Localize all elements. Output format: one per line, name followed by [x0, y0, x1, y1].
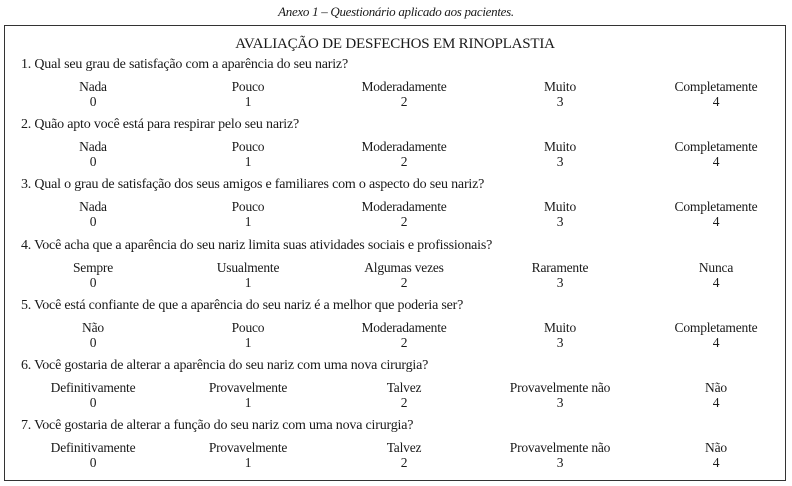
option-label: Pouco [231, 79, 265, 94]
answer-option[interactable] [641, 440, 791, 470]
option-score: 1 [244, 274, 252, 290]
answer-option[interactable] [485, 380, 635, 410]
option-label: Muito [543, 319, 576, 335]
question-text: 4. Você acha que a aparência do seu nariz limita suas atividades sociais e profissionais? [21, 237, 493, 253]
question-2 [21, 117, 781, 175]
option-score: 2 [400, 94, 408, 109]
option-label: Talvez [386, 440, 422, 456]
answer-option[interactable] [173, 199, 323, 229]
option-score: 0 [89, 94, 97, 109]
option-label: Usualmente [216, 259, 280, 275]
option-label: Definitivamente [50, 380, 136, 395]
answer-option[interactable] [485, 199, 635, 229]
answer-option[interactable] [18, 199, 168, 229]
option-score: 3 [556, 334, 564, 350]
option-label: Completamente [674, 79, 758, 94]
option-label: Nada [79, 139, 107, 155]
option-label: Definitivamente [50, 440, 136, 456]
option-score: 4 [712, 395, 720, 410]
answer-option[interactable] [329, 320, 479, 350]
answer-option[interactable] [329, 139, 479, 169]
option-label: Sempre [72, 259, 114, 275]
option-label: Moderadamente [361, 199, 447, 215]
question-text: 3. Qual o grau de satisfação dos seus amigos e familiares com o aspecto do seu nariz? [21, 177, 485, 193]
option-label: Nada [79, 199, 107, 215]
option-score: 3 [556, 94, 564, 109]
answer-option[interactable] [329, 440, 479, 470]
option-label: Provavelmente [208, 380, 288, 395]
option-label: Completamente [674, 319, 758, 335]
question-1 [21, 57, 781, 115]
option-score: 0 [89, 274, 97, 290]
answer-option[interactable] [18, 139, 168, 169]
option-label: Nunca [698, 259, 734, 275]
answer-option[interactable] [641, 79, 791, 109]
option-score: 2 [400, 274, 408, 290]
option-label: Não [82, 319, 104, 335]
option-label: Provavelmente [208, 440, 288, 456]
answer-option[interactable] [18, 320, 168, 350]
answer-option[interactable] [485, 79, 635, 109]
answer-option[interactable] [329, 260, 479, 290]
answer-option[interactable] [641, 139, 791, 169]
option-score: 2 [400, 214, 408, 230]
question-text: 5. Você está confiante de que a aparência do seu nariz é a melhor que poderia ser? [21, 297, 464, 313]
option-score: 4 [712, 214, 720, 230]
question-text: 6. Você gostaria de alterar a aparência do seu nariz com uma nova cirurgia? [21, 358, 429, 373]
option-label: Provavelmente não [509, 380, 611, 395]
answer-option[interactable] [18, 440, 168, 470]
option-score: 3 [556, 455, 564, 471]
question-3 [21, 177, 781, 235]
option-label: Muito [543, 79, 576, 94]
question-text: 1. Qual seu grau de satisfação com a aparência do seu nariz? [21, 57, 348, 72]
question-7 [21, 418, 781, 476]
option-score: 3 [556, 274, 564, 290]
option-score: 4 [712, 274, 720, 290]
question-6 [21, 358, 781, 416]
option-label: Muito [543, 139, 576, 155]
answer-option[interactable] [329, 380, 479, 410]
option-score: 0 [89, 455, 97, 471]
answer-option[interactable] [641, 320, 791, 350]
questionnaire-box [4, 25, 786, 481]
answer-option[interactable] [641, 199, 791, 229]
answer-option[interactable] [485, 440, 635, 470]
question-text: 2. Quão apto você está para respirar pelo seu nariz? [21, 117, 300, 133]
option-label: Não [705, 380, 727, 395]
answer-option[interactable] [173, 139, 323, 169]
option-score: 2 [400, 334, 408, 350]
option-label: Moderadamente [361, 139, 447, 155]
option-label: Moderadamente [361, 319, 447, 335]
option-score: 1 [244, 214, 252, 230]
answer-option[interactable] [18, 260, 168, 290]
option-score: 4 [712, 455, 720, 471]
option-score: 4 [712, 334, 720, 350]
option-label: Completamente [674, 139, 758, 155]
answer-option[interactable] [173, 440, 323, 470]
answer-option[interactable] [173, 260, 323, 290]
answer-option[interactable] [641, 260, 791, 290]
answer-option[interactable] [173, 380, 323, 410]
option-label: Pouco [231, 139, 265, 155]
option-label: Talvez [386, 380, 422, 395]
option-score: 1 [244, 334, 252, 350]
annex-caption: Anexo 1 – Questionário aplicado aos pacientes. [278, 4, 514, 19]
answer-option[interactable] [18, 380, 168, 410]
option-score: 1 [244, 395, 252, 410]
option-score: 1 [244, 94, 252, 109]
option-label: Provavelmente não [509, 440, 611, 456]
option-label: Nada [79, 79, 107, 94]
answer-option[interactable] [485, 139, 635, 169]
option-score: 0 [89, 214, 97, 230]
answer-option[interactable] [329, 79, 479, 109]
option-label: Não [705, 440, 727, 456]
question-text: 7. Você gostaria de alterar a função do seu nariz com uma nova cirurgia? [21, 418, 414, 434]
questionnaire-title: AVALIAÇÃO DE DESFECHOS EM RINOPLASTIA [235, 36, 555, 52]
option-label: Muito [543, 199, 576, 215]
answer-option[interactable] [329, 199, 479, 229]
question-4 [21, 238, 781, 296]
answer-option[interactable] [485, 320, 635, 350]
option-score: 0 [89, 334, 97, 350]
option-score: 0 [89, 395, 97, 410]
option-label: Completamente [674, 199, 758, 215]
option-label: Moderadamente [361, 79, 447, 94]
option-score: 3 [556, 395, 564, 410]
option-score: 2 [400, 154, 408, 170]
answer-option[interactable] [173, 320, 323, 350]
question-5 [21, 298, 781, 356]
option-score: 4 [712, 154, 720, 170]
option-score: 3 [556, 214, 564, 230]
option-score: 2 [400, 395, 408, 410]
option-score: 1 [244, 154, 252, 170]
option-score: 0 [89, 154, 97, 170]
option-score: 3 [556, 154, 564, 170]
option-score: 2 [400, 455, 408, 471]
answer-option[interactable] [485, 260, 635, 290]
option-score: 4 [712, 94, 720, 109]
option-label: Raramente [531, 259, 589, 275]
answer-option[interactable] [173, 79, 323, 109]
answer-option[interactable] [641, 380, 791, 410]
option-score: 1 [244, 455, 252, 471]
option-label: Pouco [231, 199, 265, 215]
answer-option[interactable] [18, 79, 168, 109]
option-label: Algumas vezes [364, 259, 444, 275]
option-label: Pouco [231, 319, 265, 335]
